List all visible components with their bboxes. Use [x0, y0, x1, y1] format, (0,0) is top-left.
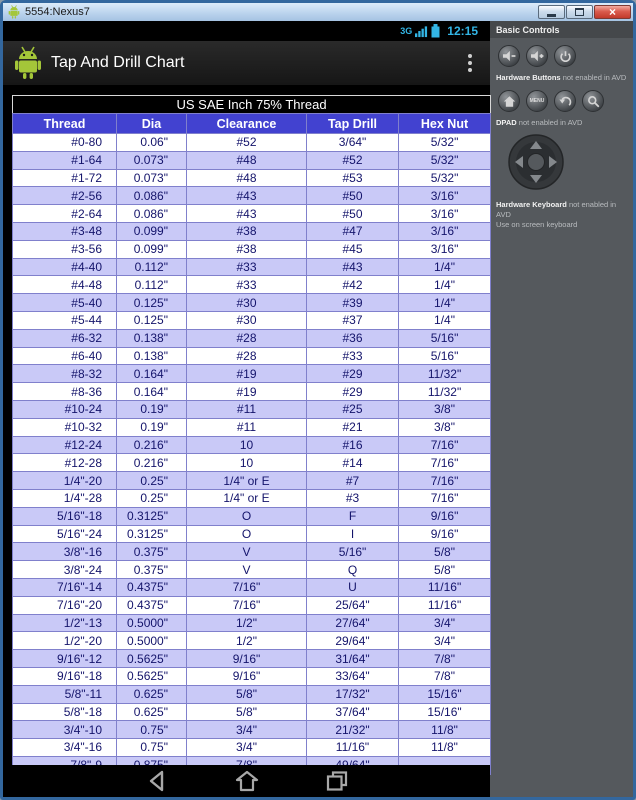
table-row — [13, 614, 491, 632]
table-row — [13, 329, 491, 347]
table-title-row — [13, 96, 491, 114]
table-cell: #28 — [187, 347, 307, 365]
table-cell: #2-64 — [13, 205, 117, 223]
table-cell: #16 — [307, 436, 399, 454]
table-row — [13, 365, 491, 383]
table-cell: 3/4" — [399, 632, 491, 650]
table-header-row — [13, 114, 491, 134]
action-bar — [3, 41, 490, 85]
table-row — [13, 400, 491, 418]
table-cell: #33 — [187, 276, 307, 294]
table-cell: #7 — [307, 472, 399, 490]
table-row — [13, 685, 491, 703]
table-row — [13, 561, 491, 579]
table-cell: #5-44 — [13, 311, 117, 329]
table-cell: #19 — [187, 383, 307, 401]
table-cell: 0.216" — [117, 454, 187, 472]
table-cell: 0.375" — [117, 561, 187, 579]
table-cell: 10 — [187, 436, 307, 454]
table-cell: 1/4" — [399, 276, 491, 294]
column-header-tap-drill: Tap Drill — [307, 114, 399, 134]
table-row — [13, 472, 491, 490]
table-cell: 0.073" — [117, 169, 187, 187]
table-cell: #3 — [307, 489, 399, 507]
table-row — [13, 240, 491, 258]
table-cell: 0.19" — [117, 400, 187, 418]
tap-drill-table — [12, 95, 491, 775]
table-cell: 7/16" — [399, 489, 491, 507]
table-cell: #48 — [187, 169, 307, 187]
recent-apps-nav-button[interactable] — [324, 769, 350, 793]
table-cell: 11/32" — [399, 365, 491, 383]
table-cell: 21/32" — [307, 721, 399, 739]
table-cell: O — [187, 507, 307, 525]
table-cell: Q — [307, 561, 399, 579]
table-cell: #38 — [187, 240, 307, 258]
table-row — [13, 383, 491, 401]
table-cell: 0.216" — [117, 436, 187, 454]
table-row — [13, 667, 491, 685]
table-cell: #39 — [307, 294, 399, 312]
table-cell: #25 — [307, 400, 399, 418]
table-cell: 0.625" — [117, 685, 187, 703]
power-button[interactable] — [554, 45, 576, 67]
table-cell: 5/8" — [399, 561, 491, 579]
back-button[interactable] — [554, 90, 576, 112]
table-cell: #21 — [307, 418, 399, 436]
table-cell: #11 — [187, 400, 307, 418]
table-cell: #8-36 — [13, 383, 117, 401]
window-titlebar[interactable] — [3, 3, 633, 21]
table-cell: #4-40 — [13, 258, 117, 276]
table-cell: 3/8" — [399, 400, 491, 418]
volume-down-button[interactable] — [498, 45, 520, 67]
table-cell: #3-48 — [13, 222, 117, 240]
table-cell: #10-24 — [13, 400, 117, 418]
table-cell: #10-32 — [13, 418, 117, 436]
table-cell: 9/16"-18 — [13, 667, 117, 685]
close-button[interactable]: × — [594, 5, 631, 19]
table-row — [13, 436, 491, 454]
table-row — [13, 703, 491, 721]
table-row — [13, 739, 491, 757]
table-cell: #33 — [187, 258, 307, 276]
page-title: Tap And Drill Chart — [51, 54, 185, 71]
table-cell: #38 — [187, 222, 307, 240]
table-cell: 9/16" — [187, 650, 307, 668]
table-cell: 5/8" — [187, 703, 307, 721]
android-device-screen — [3, 21, 490, 797]
table-cell: #11 — [187, 418, 307, 436]
table-row — [13, 311, 491, 329]
table-cell: #52 — [187, 134, 307, 152]
table-cell: 25/64" — [307, 596, 399, 614]
table-cell: #2-56 — [13, 187, 117, 205]
table-cell: 0.5000" — [117, 632, 187, 650]
table-cell: #33 — [307, 347, 399, 365]
table-cell: 9/16" — [187, 667, 307, 685]
table-cell: I — [307, 525, 399, 543]
table-cell: 0.625" — [117, 703, 187, 721]
table-cell: 1/4" or E — [187, 489, 307, 507]
window-title: 5554:Nexus7 — [25, 6, 90, 18]
network-type-icon: 3G — [400, 26, 413, 36]
table-cell: 3/4" — [399, 614, 491, 632]
table-cell: 5/16" — [399, 347, 491, 365]
menu-button[interactable] — [526, 90, 548, 112]
column-header-hex-nut: Hex Nut — [399, 114, 491, 134]
table-row — [13, 222, 491, 240]
table-cell: 0.086" — [117, 187, 187, 205]
search-button[interactable] — [582, 90, 604, 112]
table-cell: 0.112" — [117, 276, 187, 294]
table-cell: 1/2"-13 — [13, 614, 117, 632]
app-window-icon — [7, 5, 21, 19]
table-cell: #45 — [307, 240, 399, 258]
table-cell: 3/4"-10 — [13, 721, 117, 739]
table-cell: 7/16" — [399, 454, 491, 472]
table-cell: 33/64" — [307, 667, 399, 685]
table-cell: 1/2" — [187, 632, 307, 650]
table-cell: 5/32" — [399, 169, 491, 187]
table-cell: 3/16" — [399, 240, 491, 258]
table-cell: 0.4375" — [117, 578, 187, 596]
dpad-control[interactable] — [508, 134, 564, 190]
table-cell: 7/16" — [187, 596, 307, 614]
table-cell: #0-80 — [13, 134, 117, 152]
table-cell: #50 — [307, 205, 399, 223]
table-cell: #52 — [307, 151, 399, 169]
table-cell: 1/4" — [399, 258, 491, 276]
table-cell: 5/16" — [399, 329, 491, 347]
panel-header: Basic Controls — [490, 21, 633, 38]
table-cell: #43 — [187, 187, 307, 205]
table-cell: 7/8" — [399, 650, 491, 668]
table-cell: 5/32" — [399, 151, 491, 169]
table-row — [13, 347, 491, 365]
table-cell: 0.75" — [117, 721, 187, 739]
minimize-button[interactable] — [538, 5, 565, 19]
table-cell: 11/16" — [399, 578, 491, 596]
table-cell: F — [307, 507, 399, 525]
android-robot-icon — [13, 46, 43, 80]
table-cell: 0.3125" — [117, 525, 187, 543]
table-cell: 5/8"-11 — [13, 685, 117, 703]
table-cell: 15/16" — [399, 685, 491, 703]
keyboard-hint: Use on screen keyboard — [496, 219, 578, 229]
table-row — [13, 650, 491, 668]
drill-table-body — [13, 134, 491, 775]
table-cell: 11/8" — [399, 739, 491, 757]
table-row — [13, 489, 491, 507]
table-cell: #19 — [187, 365, 307, 383]
table-row — [13, 596, 491, 614]
table-cell: 3/8"-16 — [13, 543, 117, 561]
table-cell: 31/64" — [307, 650, 399, 668]
hardware-buttons-note: Hardware Buttons not enabled in AVD — [496, 73, 627, 82]
maximize-icon — [575, 8, 584, 16]
table-row — [13, 543, 491, 561]
power-icon — [559, 50, 572, 63]
table-cell: 37/64" — [307, 703, 399, 721]
table-cell: #53 — [307, 169, 399, 187]
home-nav-button[interactable] — [234, 769, 260, 793]
table-cell: 3/16" — [399, 187, 491, 205]
table-cell: #3-56 — [13, 240, 117, 258]
table-cell: #29 — [307, 365, 399, 383]
table-cell: #30 — [187, 311, 307, 329]
table-cell: 11/16" — [307, 739, 399, 757]
home-icon — [503, 95, 516, 108]
table-cell: 1/2" — [187, 614, 307, 632]
status-bar — [3, 21, 490, 41]
table-cell: 0.375" — [117, 543, 187, 561]
battery-icon — [431, 24, 440, 38]
table-cell: 3/16" — [399, 205, 491, 223]
table-cell: 0.164" — [117, 365, 187, 383]
table-cell: 29/64" — [307, 632, 399, 650]
table-cell: 3/8" — [399, 418, 491, 436]
table-cell: 5/32" — [399, 134, 491, 152]
dpad-note: DPAD not enabled in AVD — [496, 118, 583, 127]
table-cell: 1/4"-28 — [13, 489, 117, 507]
table-cell: #1-72 — [13, 169, 117, 187]
dpad-container — [490, 128, 633, 197]
table-cell: 0.086" — [117, 205, 187, 223]
table-cell: 0.112" — [117, 258, 187, 276]
table-cell: 17/32" — [307, 685, 399, 703]
table-row — [13, 454, 491, 472]
chart-scroll-area[interactable] — [3, 85, 490, 765]
table-cell: 5/8"-18 — [13, 703, 117, 721]
table-cell: V — [187, 561, 307, 579]
table-cell: #8-32 — [13, 365, 117, 383]
table-row — [13, 418, 491, 436]
table-cell: 3/4" — [187, 721, 307, 739]
table-cell: #12-24 — [13, 436, 117, 454]
table-row — [13, 134, 491, 152]
table-cell: 0.4375" — [117, 596, 187, 614]
minimize-icon — [547, 14, 556, 17]
overflow-menu-icon[interactable] — [460, 48, 480, 78]
table-cell: 0.75" — [117, 739, 187, 757]
table-row — [13, 169, 491, 187]
window-controls — [537, 5, 631, 19]
table-cell: 5/16"-24 — [13, 525, 117, 543]
table-cell: #43 — [187, 205, 307, 223]
table-cell: #47 — [307, 222, 399, 240]
table-cell: 9/16" — [399, 525, 491, 543]
table-cell: #30 — [187, 294, 307, 312]
table-cell: 9/16" — [399, 507, 491, 525]
table-cell: 0.19" — [117, 418, 187, 436]
table-cell: 1/4" or E — [187, 472, 307, 490]
column-header-clearance: Clearance — [187, 114, 307, 134]
table-cell: #6-32 — [13, 329, 117, 347]
volume-up-icon — [530, 50, 544, 62]
table-cell: 7/16"-20 — [13, 596, 117, 614]
table-cell: 0.099" — [117, 222, 187, 240]
table-row — [13, 525, 491, 543]
table-cell: #29 — [307, 383, 399, 401]
table-row — [13, 187, 491, 205]
table-row — [13, 294, 491, 312]
table-cell: 0.06" — [117, 134, 187, 152]
system-nav-bar — [3, 765, 490, 797]
maximize-button[interactable] — [566, 5, 593, 19]
table-cell: 1/4"-20 — [13, 472, 117, 490]
table-cell: 7/8" — [399, 667, 491, 685]
table-cell: 11/32" — [399, 383, 491, 401]
back-nav-button[interactable] — [144, 769, 170, 793]
table-cell: 0.5625" — [117, 650, 187, 668]
table-cell: #4-48 — [13, 276, 117, 294]
table-cell: 0.5625" — [117, 667, 187, 685]
table-cell: 5/8" — [187, 685, 307, 703]
table-cell: 0.099" — [117, 240, 187, 258]
menu-button-label: MENU — [529, 98, 545, 104]
table-cell: 9/16"-12 — [13, 650, 117, 668]
table-cell: #37 — [307, 311, 399, 329]
table-cell: #28 — [187, 329, 307, 347]
table-cell: 0.125" — [117, 311, 187, 329]
table-cell: 5/16" — [307, 543, 399, 561]
table-cell: 0.125" — [117, 294, 187, 312]
column-header-dia: Dia — [117, 114, 187, 134]
table-row — [13, 721, 491, 739]
table-row — [13, 205, 491, 223]
back-icon — [559, 95, 572, 108]
table-cell: 3/4"-16 — [13, 739, 117, 757]
keyboard-note: Hardware Keyboard not enabled in AVD Use on screen keyboard — [496, 200, 617, 229]
table-cell: 0.25" — [117, 472, 187, 490]
table-cell: 3/4" — [187, 739, 307, 757]
table-cell: 5/16"-18 — [13, 507, 117, 525]
table-cell: 0.138" — [117, 329, 187, 347]
table-cell: #5-40 — [13, 294, 117, 312]
table-cell: #36 — [307, 329, 399, 347]
volume-up-button[interactable] — [526, 45, 548, 67]
table-cell: 7/16" — [399, 472, 491, 490]
column-header-thread: Thread — [13, 114, 117, 134]
table-cell: 10 — [187, 454, 307, 472]
table-cell: #42 — [307, 276, 399, 294]
table-cell: 15/16" — [399, 703, 491, 721]
table-title: US SAE Inch 75% Thread — [13, 96, 491, 114]
table-cell: 3/64" — [307, 134, 399, 152]
table-cell: 0.3125" — [117, 507, 187, 525]
table-cell: #14 — [307, 454, 399, 472]
emulator-controls-panel — [490, 21, 633, 797]
table-cell: #6-40 — [13, 347, 117, 365]
table-cell: 27/64" — [307, 614, 399, 632]
table-cell: 0.073" — [117, 151, 187, 169]
table-row — [13, 578, 491, 596]
table-cell: 11/8" — [399, 721, 491, 739]
table-cell: 1/4" — [399, 311, 491, 329]
table-cell: #50 — [307, 187, 399, 205]
table-cell: 0.5000" — [117, 614, 187, 632]
table-cell: 7/16" — [399, 436, 491, 454]
table-cell: 7/16" — [187, 578, 307, 596]
table-row — [13, 276, 491, 294]
table-cell: U — [307, 578, 399, 596]
table-cell: 3/8"-24 — [13, 561, 117, 579]
clock: 12:15 — [447, 24, 478, 38]
signal-strength-icon — [415, 25, 428, 38]
table-cell: 7/16"-14 — [13, 578, 117, 596]
table-cell: V — [187, 543, 307, 561]
table-cell: 1/4" — [399, 294, 491, 312]
search-icon — [587, 95, 600, 108]
table-cell: #12-28 — [13, 454, 117, 472]
table-row — [13, 507, 491, 525]
table-cell: #1-64 — [13, 151, 117, 169]
table-cell: 1/2"-20 — [13, 632, 117, 650]
table-cell: #48 — [187, 151, 307, 169]
table-cell: 0.25" — [117, 489, 187, 507]
hardware-button-row-2 — [490, 83, 633, 115]
table-row — [13, 258, 491, 276]
table-cell: 0.138" — [117, 347, 187, 365]
table-cell: #43 — [307, 258, 399, 276]
table-row — [13, 151, 491, 169]
table-cell: 3/16" — [399, 222, 491, 240]
table-cell: 5/8" — [399, 543, 491, 561]
table-cell: 11/16" — [399, 596, 491, 614]
table-cell: 0.164" — [117, 383, 187, 401]
table-cell: O — [187, 525, 307, 543]
hardware-button-row-1 — [490, 38, 633, 70]
table-row — [13, 632, 491, 650]
volume-down-icon — [502, 50, 516, 62]
home-button[interactable] — [498, 90, 520, 112]
